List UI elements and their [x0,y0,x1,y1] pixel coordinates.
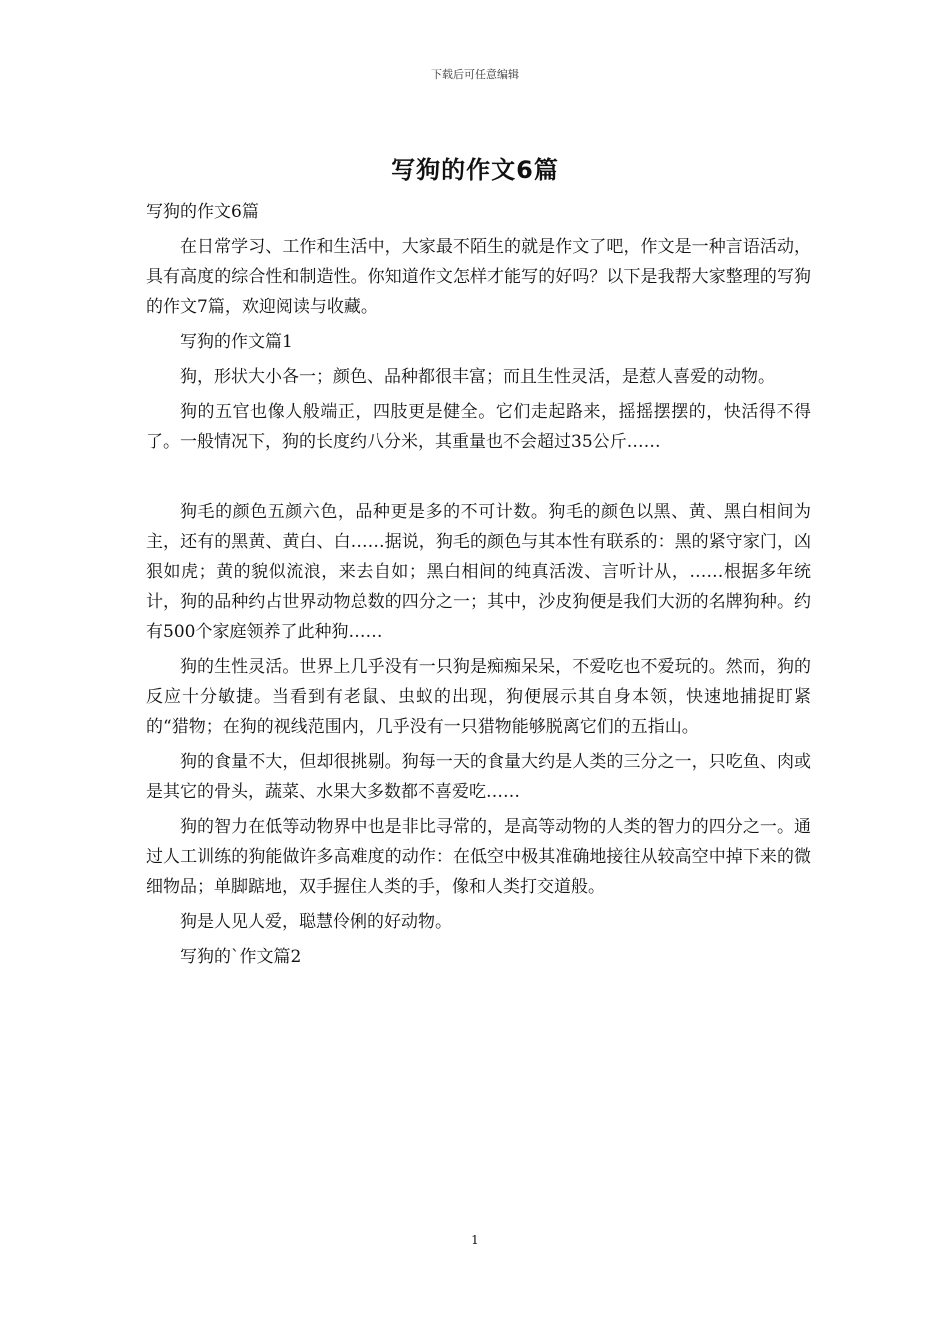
document-body [146,197,811,977]
subtitle-paragraph: 写狗的作文6篇 [146,202,259,222]
paragraph-spacer [146,462,811,497]
body-paragraph: 狗毛的颜色五颜六色，品种更是多的不可计数。狗毛的颜色以黑、黄、黑白相间为主，还有的黑黄、黄白、白……据说，狗毛的颜色与其本性有联系的：黑的紧守家门，凶狠如虎；黄的貌似流浪，来去自如；黑白相间的纯真活泼、言听计从，……根据多年统计，狗的品种约占世界动物总数的四分之一；其中，沙皮狗便是我们大沥的名牌狗种。约有500个家庭领养了此种狗…… [146,502,811,642]
body-paragraph: 狗的智力在低等动物界中也是非比寻常的，是高等动物的人类的智力的四分之一。通过人工训练的狗能做许多高难度的动作：在低空中极其准确地接往从较高空中掉下来的微细物品；单脚踮地，双手握住人类的手，像和人类打交道般。 [146,817,811,897]
header-note: 下载后可任意编辑 [431,68,519,81]
intro-paragraph: 在日常学习、工作和生活中，大家最不陌生的就是作文了吧，作文是一种言语活动，具有高度的综合性和制造性。你知道作文怎样才能写的好吗？以下是我帮大家整理的写狗的作文7篇，欢迎阅读与收藏。 [146,237,811,317]
body-paragraph: 狗的生性灵活。世界上几乎没有一只狗是痴痴呆呆，不爱吃也不爱玩的。然而，狗的反应十分敏捷。当看到有老鼠、虫蚁的出现，狗便展示其自身本领，快速地捕捉盯紧的“猎物；在狗的视线范围内，几乎没有一只猎物能够脱离它们的五指山。 [146,657,811,737]
section-heading-1: 写狗的作文篇1 [180,332,293,352]
body-paragraph: 狗的食量不大，但却很挑剔。狗每一天的食量大约是人类的三分之一，只吃鱼、肉或是其它的骨头，蔬菜、水果大多数都不喜爱吃…… [146,752,811,802]
body-paragraph: 狗的五官也像人般端正，四肢更是健全。它们走起路来，摇摇摆摆的，快活得不得了。一般情况下，狗的长度约八分米，其重量也不会超过35公斤…… [146,402,811,452]
body-paragraph: 狗是人见人爱，聪慧伶俐的好动物。 [180,912,452,932]
section-heading-2: 写狗的`作文篇2 [180,947,302,967]
page-number: 1 [471,1233,479,1247]
body-paragraph: 狗，形状大小各一；颜色、品种都很丰富；而且生性灵活，是惹人喜爱的动物。 [180,367,775,387]
document-title: 写狗的作文6篇 [391,156,559,184]
